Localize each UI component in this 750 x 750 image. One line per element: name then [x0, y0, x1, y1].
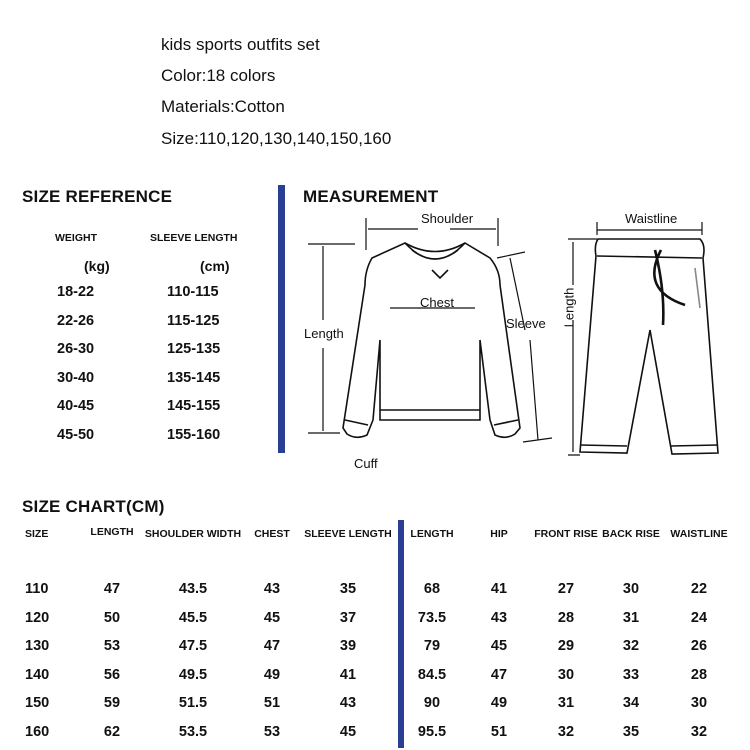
table-cell: 41 — [490, 581, 508, 597]
weight-cell: 26-30 — [57, 341, 95, 357]
weight-cell: 22-26 — [57, 312, 95, 329]
table-cell: 43 — [339, 695, 357, 712]
size-chart-title: SIZE CHART(CM) — [22, 497, 165, 516]
sleeve-unit: (cm) — [200, 258, 230, 274]
weight-cell: 45-50 — [57, 426, 95, 443]
table-cell: 51 — [263, 695, 281, 712]
table-cell: 79 — [423, 638, 441, 655]
sweatshirt-drawing — [343, 243, 520, 437]
sleeve-length-cell: 110-115 — [167, 284, 219, 300]
table-cell: 45.5 — [178, 609, 208, 626]
size-reference-title: SIZE REFERENCE — [22, 187, 173, 206]
weight-cell: 18-22 — [57, 284, 95, 300]
table-cell: 56 — [103, 666, 121, 683]
chart-divider-bar — [398, 520, 404, 748]
table-cell: 53 — [263, 724, 281, 740]
sleeve-length-cell: 155-160 — [167, 426, 221, 443]
weight-cell: 30-40 — [57, 369, 95, 386]
table-cell: 47 — [263, 638, 281, 655]
table-cell: 28 — [557, 609, 575, 626]
table-cell: 45 — [490, 638, 508, 655]
weight-unit: (kg) — [84, 258, 110, 274]
sleeve-length-header: SLEEVE LENGTH — [150, 232, 238, 244]
weight-header: WEIGHT — [55, 232, 97, 244]
table-cell: 24 — [690, 609, 708, 626]
measurement-title: MEASUREMENT — [303, 187, 439, 206]
table-cell: 47.5 — [178, 638, 208, 655]
table-cell: 32 — [690, 724, 708, 740]
table-cell: 43.5 — [178, 581, 208, 597]
table-cell: 39 — [339, 638, 357, 655]
table-cell: 49.5 — [178, 666, 208, 683]
table-cell: 34 — [622, 695, 640, 712]
column-header: WAISTLINE — [670, 528, 728, 540]
table-cell: 140 — [25, 666, 50, 683]
product-color: Color:18 colors — [161, 66, 276, 85]
table-cell: 59 — [103, 695, 121, 712]
table-cell: 43 — [490, 609, 508, 626]
column-header: CHEST — [254, 528, 290, 540]
table-cell: 51.5 — [178, 695, 208, 712]
measure-arrows — [308, 218, 702, 455]
table-cell: 35 — [622, 724, 640, 740]
table-cell: 41 — [339, 666, 357, 683]
label-chest: Chest — [420, 295, 454, 310]
table-cell: 26 — [690, 638, 708, 655]
table-cell: 45 — [263, 609, 281, 626]
label-length: Length — [304, 326, 344, 341]
column-header: HIP — [490, 528, 508, 540]
column-header: LENGTH — [90, 526, 134, 538]
table-cell: 31 — [557, 695, 575, 712]
table-cell: 95.5 — [417, 724, 447, 740]
sleeve-length-cell: 135-145 — [167, 369, 221, 386]
table-cell: 29 — [557, 638, 575, 655]
table-cell: 150 — [25, 695, 50, 712]
table-cell: 32 — [557, 724, 575, 740]
table-cell: 53 — [103, 638, 121, 655]
table-cell: 90 — [423, 695, 441, 712]
table-cell: 47 — [490, 666, 508, 683]
product-materials: Materials:Cotton — [161, 97, 285, 116]
table-cell: 49 — [263, 666, 281, 683]
table-cell: 130 — [25, 638, 50, 655]
column-header: LENGTH — [410, 528, 454, 540]
sleeve-length-cell: 145-155 — [167, 398, 221, 414]
table-cell: 45 — [339, 724, 357, 740]
product-sizes: Size:110,120,130,140,150,160 — [161, 129, 392, 148]
table-cell: 62 — [103, 724, 121, 740]
pants-drawing — [580, 239, 718, 454]
table-cell: 33 — [622, 666, 640, 683]
weight-cell: 40-45 — [57, 398, 95, 414]
table-cell: 73.5 — [417, 609, 447, 626]
column-header: SLEEVE LENGTH — [304, 528, 392, 540]
table-cell: 50 — [103, 609, 121, 626]
table-cell: 30 — [690, 695, 708, 712]
table-cell: 37 — [339, 609, 357, 626]
table-cell: 31 — [622, 609, 640, 626]
table-cell: 84.5 — [417, 666, 447, 683]
table-cell: 35 — [339, 581, 357, 597]
table-cell: 30 — [622, 581, 640, 597]
table-cell: 110 — [25, 581, 49, 597]
table-cell: 27 — [557, 581, 575, 597]
table-cell: 47 — [103, 581, 121, 597]
column-header: FRONT RISE — [534, 528, 598, 540]
table-cell: 51 — [490, 724, 508, 740]
table-cell: 160 — [25, 724, 50, 740]
table-cell: 30 — [557, 666, 575, 683]
column-header: SHOULDER WIDTH — [144, 528, 242, 540]
sleeve-length-cell: 125-135 — [167, 341, 221, 357]
label-sleeve: Sleeve — [506, 316, 546, 331]
table-cell: 43 — [263, 581, 281, 597]
column-header: SIZE — [25, 528, 49, 540]
product-title: kids sports outfits set — [161, 35, 320, 54]
table-cell: 68 — [423, 581, 441, 597]
table-cell: 49 — [490, 695, 508, 712]
table-cell: 120 — [25, 609, 50, 626]
label-waistline: Waistline — [625, 211, 678, 226]
table-cell: 28 — [690, 666, 708, 683]
sleeve-length-cell: 115-125 — [167, 312, 220, 329]
label-cuff: Cuff — [354, 456, 378, 471]
label-pants-length: Length — [561, 287, 577, 328]
column-header: BACK RISE — [602, 528, 660, 540]
table-cell: 32 — [622, 638, 640, 655]
label-shoulder: Shoulder — [421, 211, 474, 226]
table-cell: 53.5 — [178, 724, 208, 740]
table-cell: 22 — [690, 581, 708, 597]
